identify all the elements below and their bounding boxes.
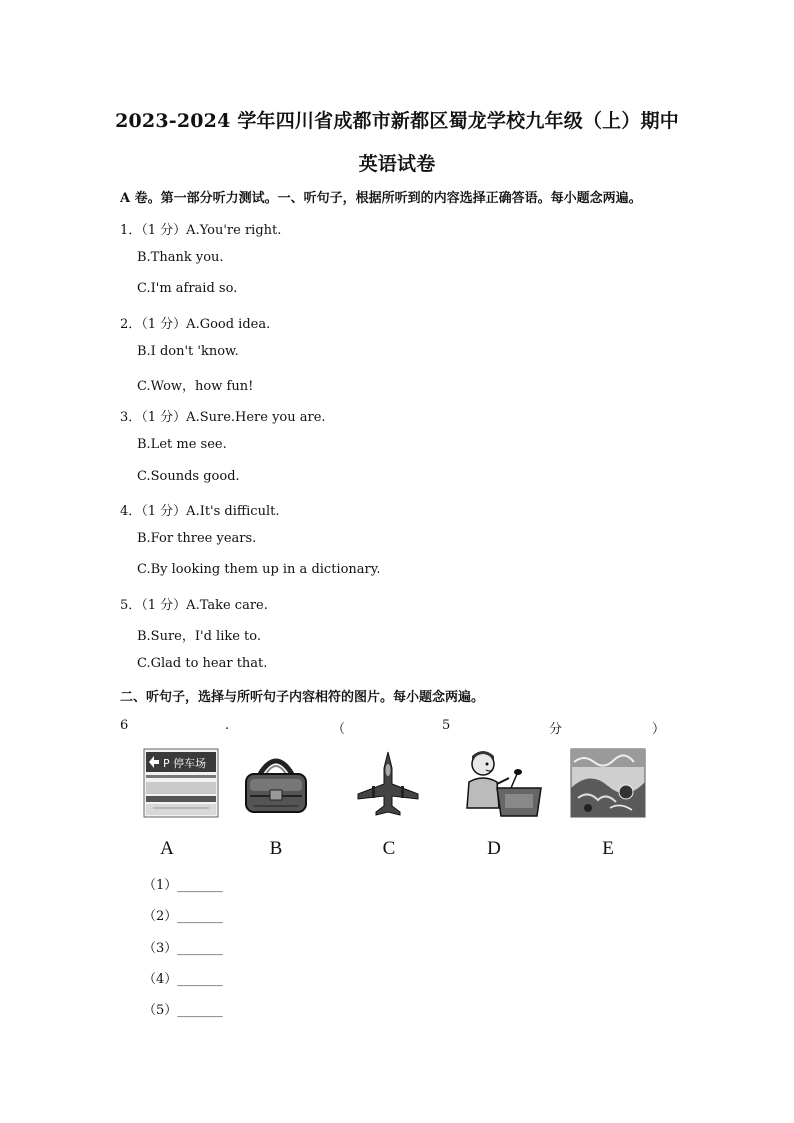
- section2-heading: 二、听句子，选择与所听句子内容相符的图片。每小题念两遍。: [120, 690, 485, 705]
- question-5-option-b: B.Sure，I'd like to.: [137, 629, 262, 644]
- question-6-score: 5: [442, 718, 451, 733]
- question-6-left-paren: （: [332, 722, 346, 737]
- question-1-stem: 1．（1 分）A.You're right.: [120, 223, 282, 238]
- picture-label-a: A: [160, 838, 174, 859]
- painting-icon: [570, 748, 638, 818]
- fighter-jet-icon: [352, 748, 420, 818]
- question-2-stem: 2．（1 分）A.Good idea.: [120, 317, 271, 332]
- question-2-option-b: B.I don't 'know.: [137, 344, 239, 359]
- question-3-option-b: B.Let me see.: [137, 437, 227, 452]
- question-6-score-unit: 分: [549, 722, 563, 737]
- question-1-option-c: C.I'm afraid so.: [137, 281, 238, 296]
- question-1-option-b: B.Thank you.: [137, 250, 224, 265]
- exam-title-line2: 英语试卷: [358, 153, 436, 175]
- picture-label-b: B: [269, 838, 283, 859]
- question-4-stem: 4．（1 分）A.It's difficult.: [120, 504, 280, 519]
- section1-heading: A 卷。第一部分听力测试。一、听句子，根据所听到的内容选择正确答语。每小题念两遍。: [120, 191, 642, 206]
- answer-blank-1[interactable]: （1）_______: [143, 878, 223, 893]
- question-3-stem: 3．（1 分）A.Sure.Here you are.: [120, 410, 326, 425]
- bag-icon: [240, 748, 308, 818]
- answer-blank-5[interactable]: （5）_______: [143, 1003, 223, 1018]
- question-5-option-c: C.Glad to hear that.: [137, 656, 268, 671]
- speaker-at-podium-icon: [463, 748, 531, 818]
- parking-sign-text: P 停车场: [163, 757, 207, 770]
- answer-blank-3[interactable]: （3）_______: [143, 941, 223, 956]
- question-2-option-c: C.Wow，how fun!: [137, 379, 254, 394]
- question-6-dot: .: [225, 718, 230, 733]
- picture-label-e: E: [602, 838, 614, 859]
- question-4-option-c: C.By looking them up in a dictionary.: [137, 562, 381, 577]
- question-6-number: 6: [120, 718, 129, 733]
- picture-label-d: D: [487, 838, 501, 859]
- question-5-stem: 5．（1 分）A.Take care.: [120, 598, 268, 613]
- answer-blank-2[interactable]: （2）_______: [143, 909, 223, 924]
- exam-title-line1: 2023-2024 学年四川省成都市新都区蜀龙学校九年级（上）期中: [115, 110, 679, 132]
- question-4-option-b: B.For three years.: [137, 531, 257, 546]
- picture-label-c: C: [382, 838, 396, 859]
- answer-blank-4[interactable]: （4）_______: [143, 972, 223, 987]
- parking-sign-icon: [143, 748, 211, 818]
- question-3-option-c: C.Sounds good.: [137, 469, 240, 484]
- question-6-right-paren: ）: [652, 722, 666, 737]
